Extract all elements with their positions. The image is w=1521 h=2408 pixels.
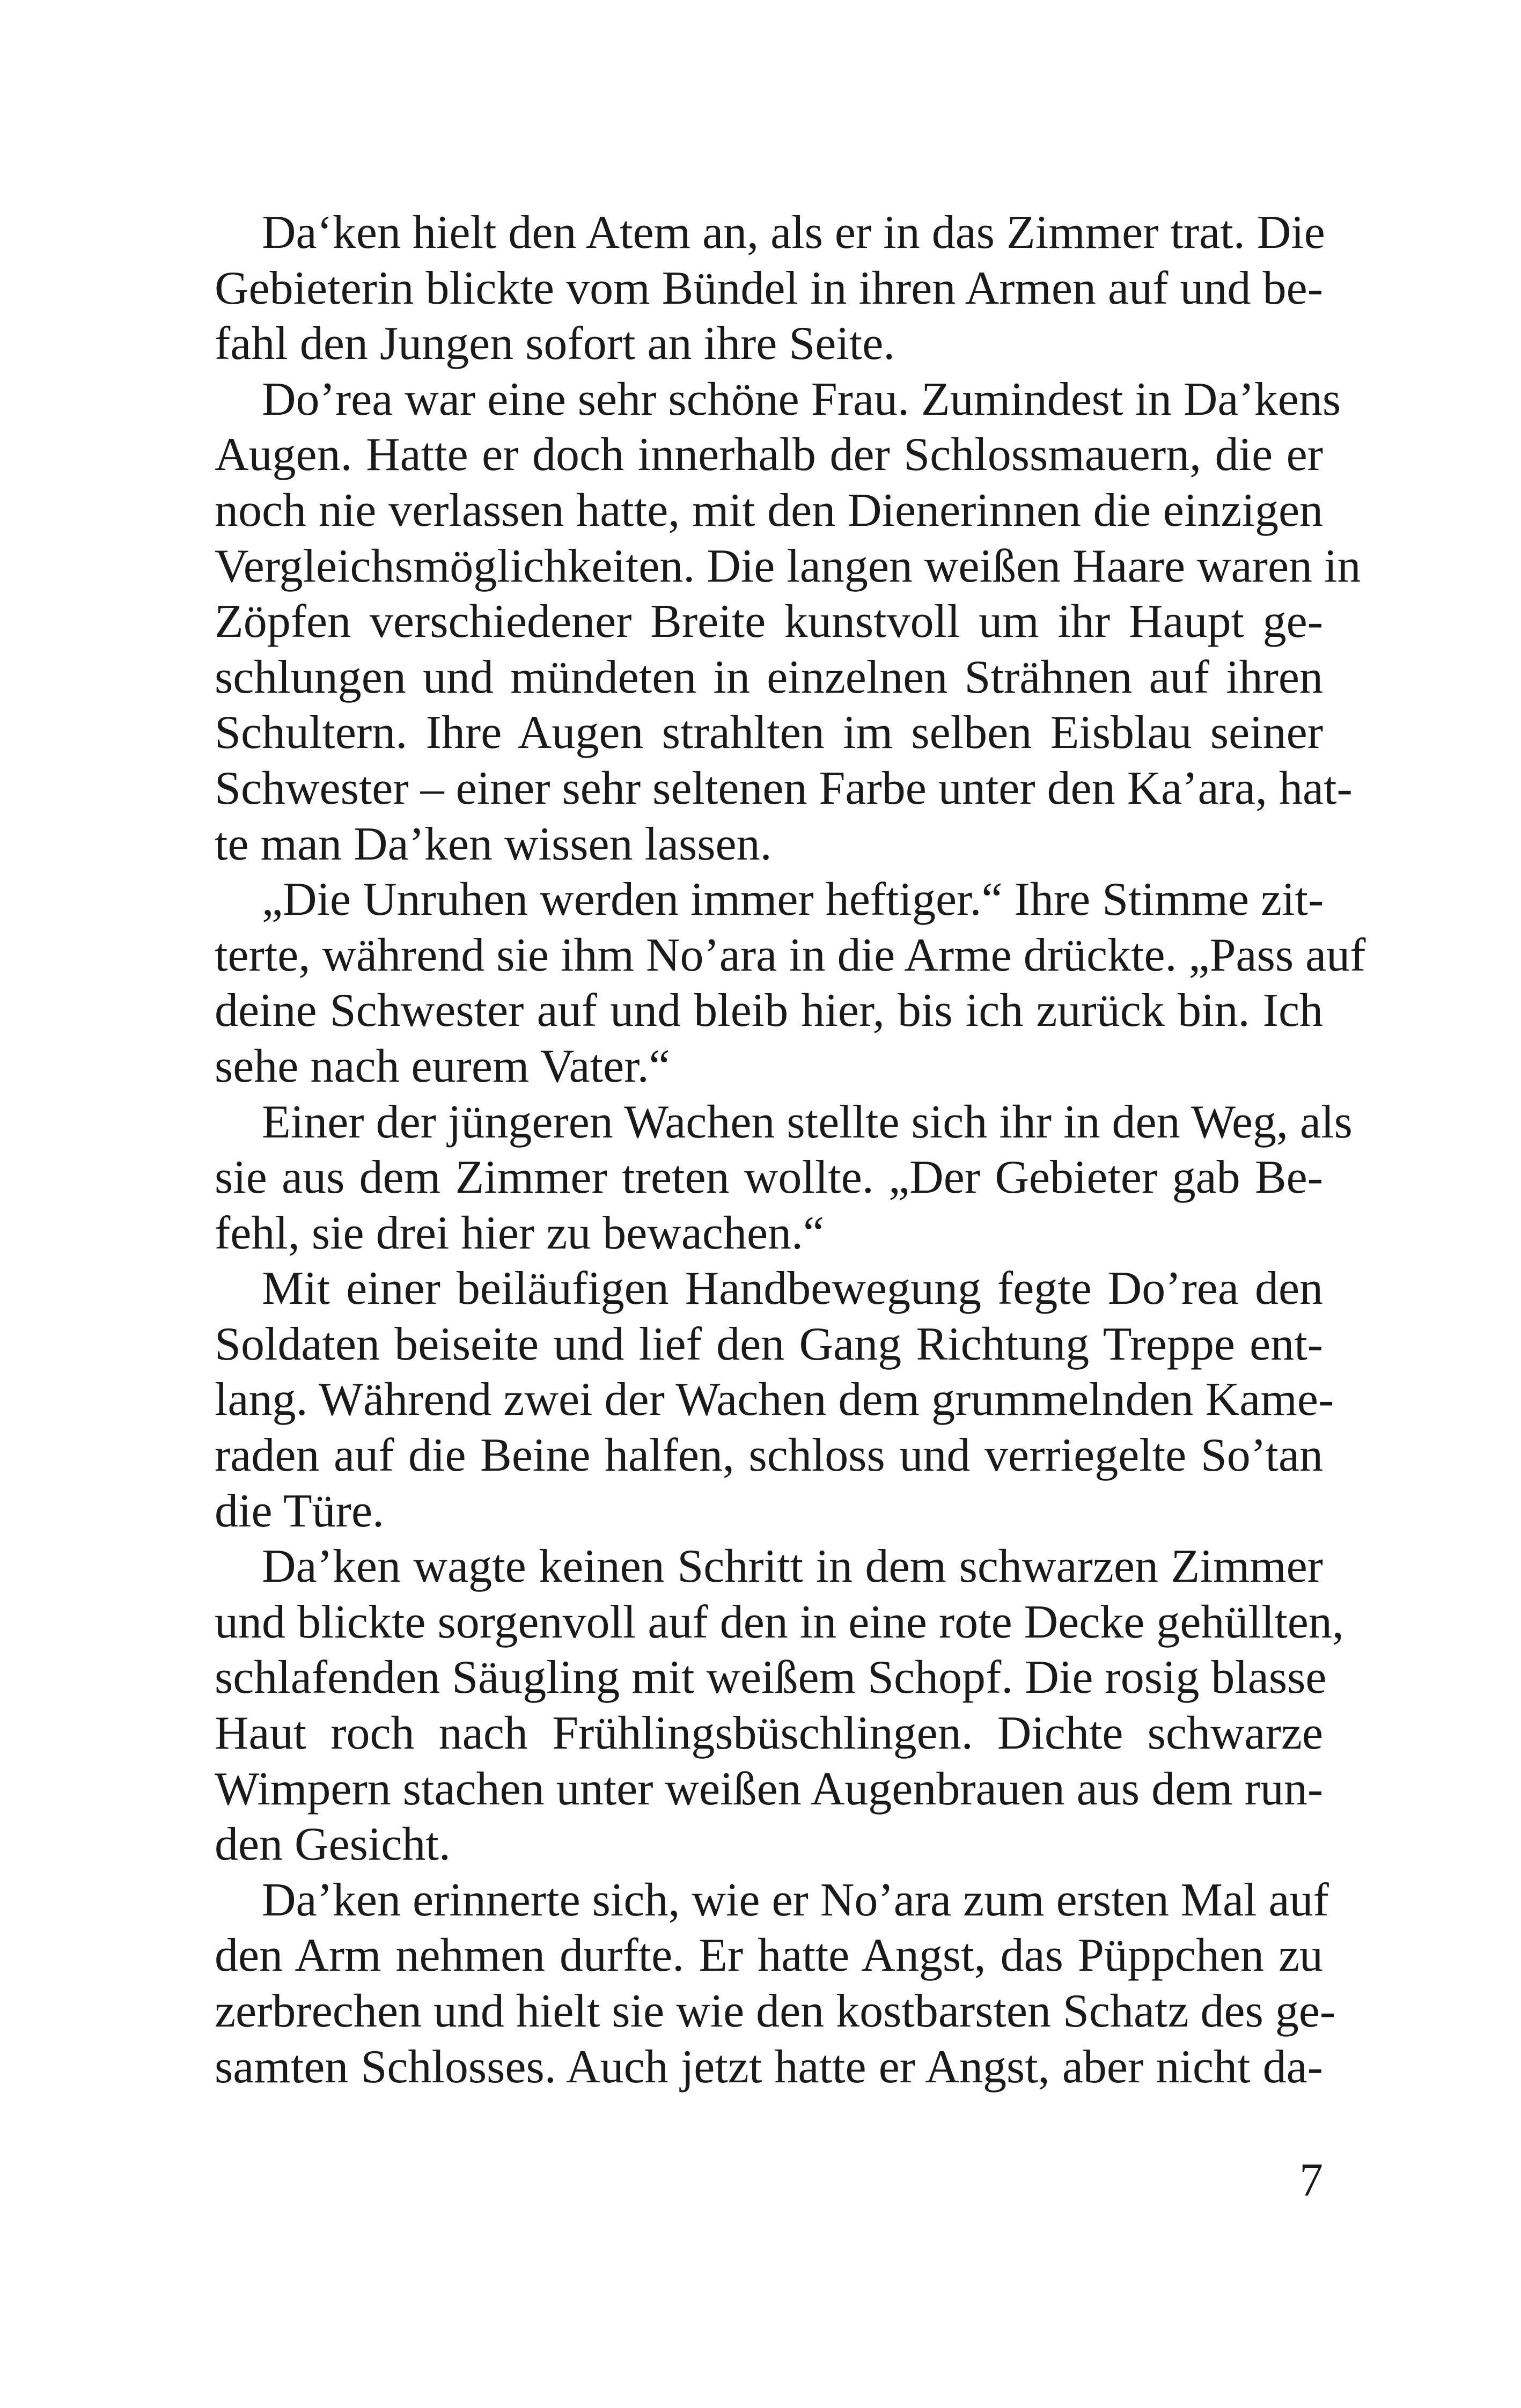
text-line: lang. Während zwei der Wachen dem grummelnden Kame- xyxy=(215,1374,1334,1426)
text-line: Schwester – einer sehr seltenen Farbe unter den Ka’ara, hat- xyxy=(215,762,1353,814)
text-line: den Gesicht. xyxy=(215,1818,451,1871)
page-number: 7 xyxy=(1299,2154,1323,2206)
text-line: sie aus dem Zimmer treten wollte. „Der Gebieter gab Be- xyxy=(215,1151,1323,1204)
text-line: die Türe. xyxy=(215,1485,385,1537)
text-line: schlafenden Säugling mit weißem Schopf. Die rosig blasse xyxy=(215,1651,1327,1704)
text-line: Da’ken erinnerte sich, wie er No’ara zum ersten Mal auf xyxy=(262,1874,1329,1926)
text-line: Da’ken wagte keinen Schritt in dem schwarzen Zimmer xyxy=(262,1540,1323,1593)
text-line: den Arm nehmen durfte. Er hatte Angst, das Püppchen zu xyxy=(215,1929,1323,1982)
text-line: Da‘ken hielt den Atem an, als er in das Zimmer trat. Die xyxy=(262,207,1325,259)
text-line: fehl, sie drei hier zu bewachen.“ xyxy=(215,1207,825,1259)
text-line: und blickte sorgenvoll auf den in eine rote Decke gehüllten, xyxy=(215,1596,1344,1648)
text-line: Einer der jüngeren Wachen stellte sich ihr in den Weg, als xyxy=(262,1096,1353,1148)
text-line: „Die Unruhen werden immer heftiger.“ Ihre Stimme zit- xyxy=(262,873,1324,926)
text-line: Haut roch nach Frühlingsbüschlingen. Dichte schwarze xyxy=(215,1707,1323,1760)
text-line: Mit einer beiläufigen Handbewegung fegte Do’rea den xyxy=(262,1262,1323,1315)
text-line: raden auf die Beine halfen, schloss und verriegelte So’tan xyxy=(215,1429,1323,1482)
text-line: noch nie verlassen hatte, mit den Dienerinnen die einzigen xyxy=(215,484,1323,537)
text-line: Schultern. Ihre Augen strahlten im selben Eisblau seiner xyxy=(215,707,1323,759)
text-line: deine Schwester auf und bleib hier, bis ich zurück bin. Ich xyxy=(215,985,1323,1037)
text-line: Wimpern stachen unter weißen Augenbrauen aus dem run- xyxy=(215,1763,1324,1815)
text-line: Augen. Hatte er doch innerhalb der Schlossmauern, die er xyxy=(215,429,1323,481)
text-line: fahl den Jungen sofort an ihre Seite. xyxy=(215,318,895,370)
text-line: te man Da’ken wissen lassen. xyxy=(215,818,772,870)
body-text xyxy=(215,205,1366,2095)
text-line: schlungen und mündeten in einzelnen Strähnen auf ihren xyxy=(215,651,1323,703)
text-line: samten Schlosses. Auch jetzt hatte er Angst, aber nicht da- xyxy=(215,2040,1323,2093)
text-line: Zöpfen verschiedener Breite kunstvoll um ihr Haupt ge- xyxy=(215,596,1323,648)
text-line: Do’rea war eine sehr schöne Frau. Zumindest in Da’kens xyxy=(262,373,1341,425)
text-line: Vergleichsmöglichkeiten. Die langen weißen Haare waren in xyxy=(215,540,1361,592)
text-line: terte, während sie ihm No’ara in die Arme drückte. „Pass auf xyxy=(215,929,1366,981)
text-line: Soldaten beiseite und lief den Gang Richtung Treppe ent- xyxy=(215,1318,1323,1370)
text-line: Gebieterin blickte vom Bündel in ihren Armen auf und be- xyxy=(215,262,1323,314)
text-line: zerbrechen und hielt sie wie den kostbarsten Schatz des ge- xyxy=(215,1985,1336,2037)
text-line: sehe nach eurem Vater.“ xyxy=(215,1040,670,1092)
